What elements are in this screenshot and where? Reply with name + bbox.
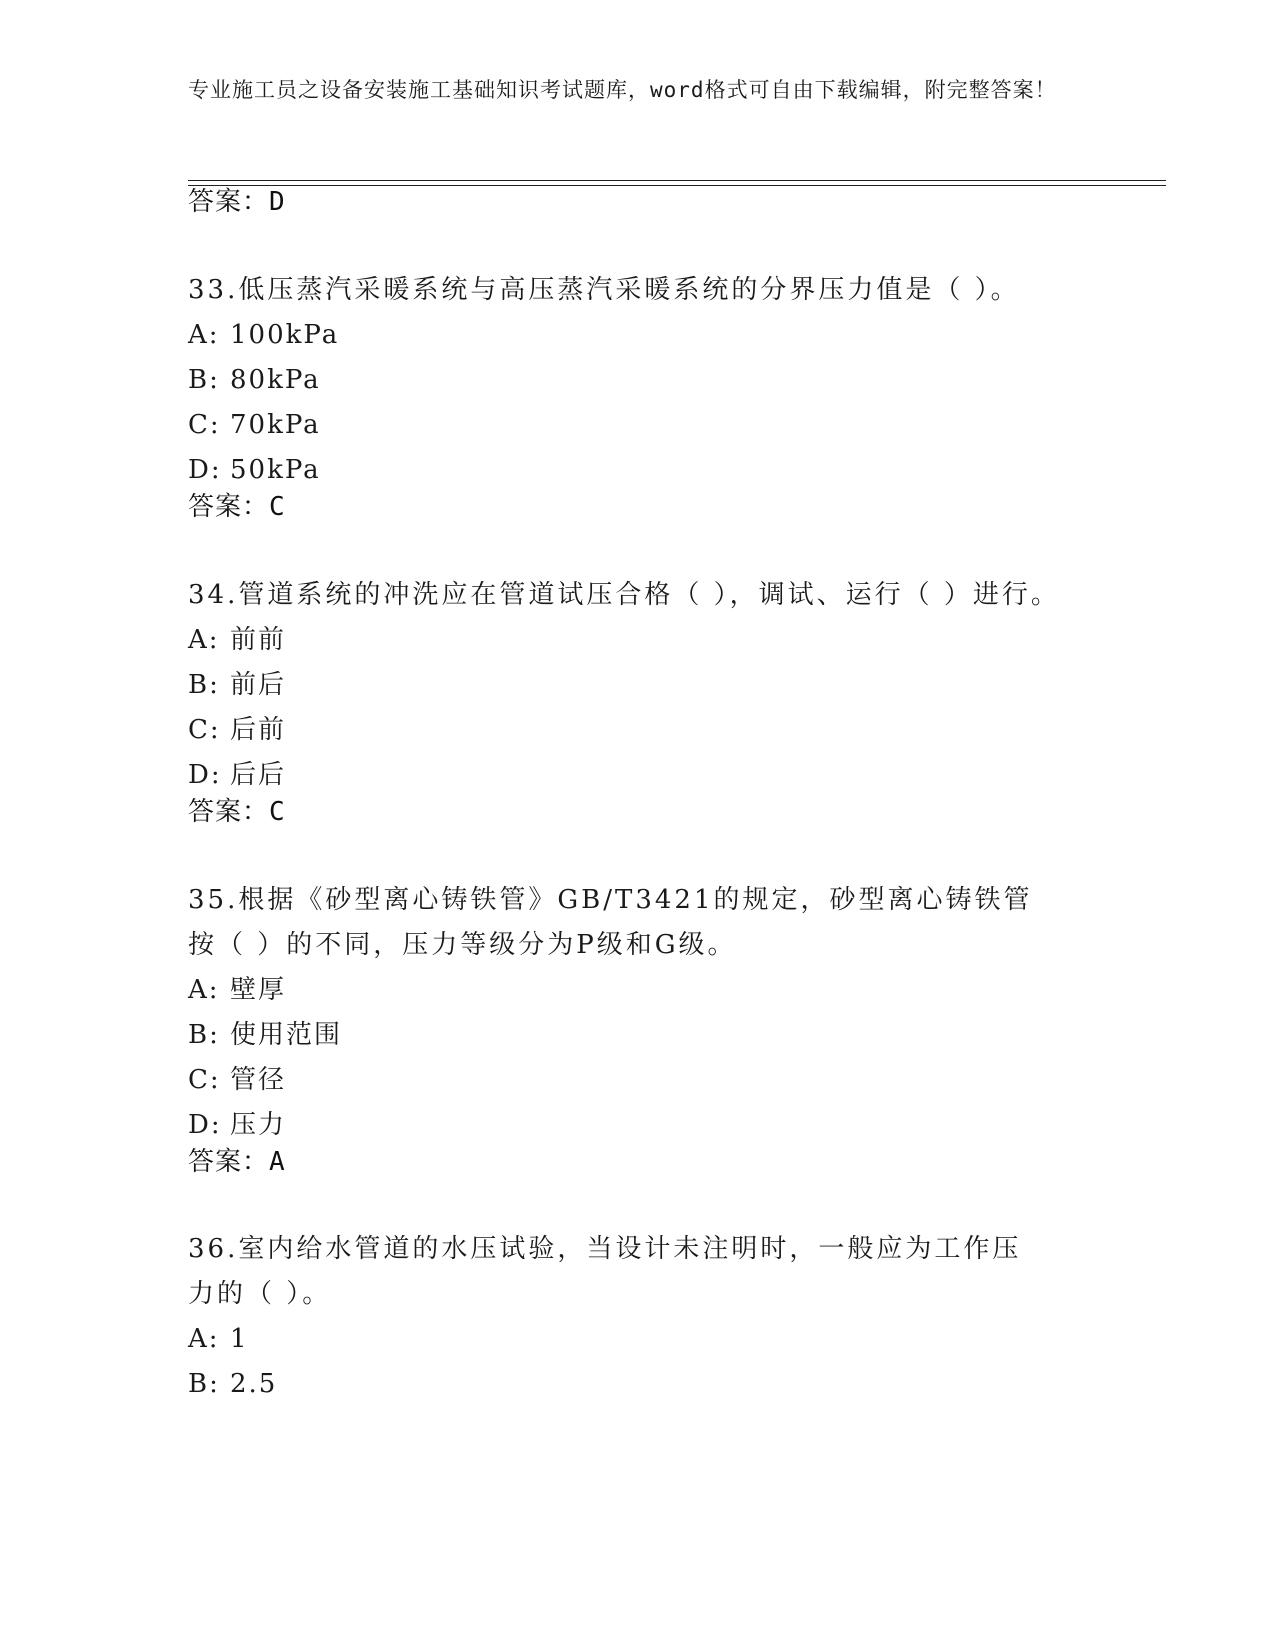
option-key: D: (188, 760, 222, 790)
option-text: 使用范围 (230, 1020, 343, 1050)
option-c (188, 1058, 1038, 1103)
question-stem: 33.低压蒸汽采暖系统与高压蒸汽采暖系统的分界压力值是（ ）。 (188, 275, 1020, 305)
answer-value: C (269, 797, 286, 827)
option-text: 管径 (230, 1065, 287, 1095)
option-key: A: (188, 320, 220, 350)
option-b (188, 663, 1088, 708)
answer-label: 答案： (188, 797, 270, 827)
option-key: A: (188, 1324, 220, 1354)
option-key: C: (188, 715, 221, 745)
answer-value: A (269, 1147, 286, 1177)
option-key: B: (188, 1369, 220, 1399)
header-divider-bottom (188, 185, 1166, 186)
question-33 (188, 268, 1088, 493)
answer-line (188, 185, 286, 219)
option-d (188, 448, 1088, 493)
option-c (188, 708, 1088, 753)
option-key: A: (188, 625, 220, 655)
option-text: 压力 (230, 1110, 287, 1140)
answer-value: C (269, 492, 286, 522)
answer-label: 答案： (188, 1147, 270, 1177)
option-key: C: (188, 1065, 221, 1095)
option-d (188, 753, 1088, 798)
question-36 (188, 1227, 1038, 1407)
option-text: 50kPa (230, 455, 321, 485)
option-a (188, 968, 1038, 1013)
option-text: 前前 (230, 625, 287, 655)
option-key: D: (188, 455, 222, 485)
option-key: B: (188, 670, 220, 700)
answer-label: 答案： (188, 492, 270, 522)
option-b (188, 358, 1088, 403)
question-stem: 35.根据《砂型离心铸铁管》GB/T3421的规定，砂型离心铸铁管按（ ）的不同，压力等级分为P级和G级。 (188, 885, 1033, 960)
question-34 (188, 573, 1088, 798)
question-stem: 34.管道系统的冲洗应在管道试压合格（ ），调试、运行（ ）进行。 (188, 580, 1060, 610)
option-a (188, 618, 1088, 663)
answer-line (188, 490, 286, 524)
option-a (188, 313, 1088, 358)
document-header: 专业施工员之设备安装施工基础知识考试题库，word格式可自由下载编辑，附完整答案！ (188, 78, 1057, 102)
option-text: 2.5 (230, 1369, 278, 1399)
answer-line (188, 1145, 286, 1179)
option-c (188, 403, 1088, 448)
answer-value: D (269, 187, 286, 217)
option-key: C: (188, 410, 221, 440)
option-b (188, 1013, 1038, 1058)
option-a (188, 1317, 1038, 1362)
header-divider-top (188, 180, 1166, 181)
option-text: 前后 (230, 670, 287, 700)
option-b (188, 1362, 1038, 1407)
question-stem: 36.室内给水管道的水压试验，当设计未注明时，一般应为工作压力的（ ）。 (188, 1234, 1022, 1309)
option-text: 后前 (230, 715, 287, 745)
option-text: 80kPa (230, 365, 321, 395)
option-text: 壁厚 (230, 975, 287, 1005)
option-text: 后后 (230, 760, 287, 790)
option-d (188, 1103, 1038, 1148)
option-key: D: (188, 1110, 222, 1140)
option-text: 70kPa (230, 410, 321, 440)
option-key: B: (188, 1020, 220, 1050)
option-key: B: (188, 365, 220, 395)
option-key: A: (188, 975, 220, 1005)
option-text: 100kPa (230, 320, 340, 350)
answer-line (188, 795, 286, 829)
answer-label: 答案： (188, 187, 270, 217)
option-text: 1 (230, 1324, 249, 1354)
question-35 (188, 878, 1038, 1148)
